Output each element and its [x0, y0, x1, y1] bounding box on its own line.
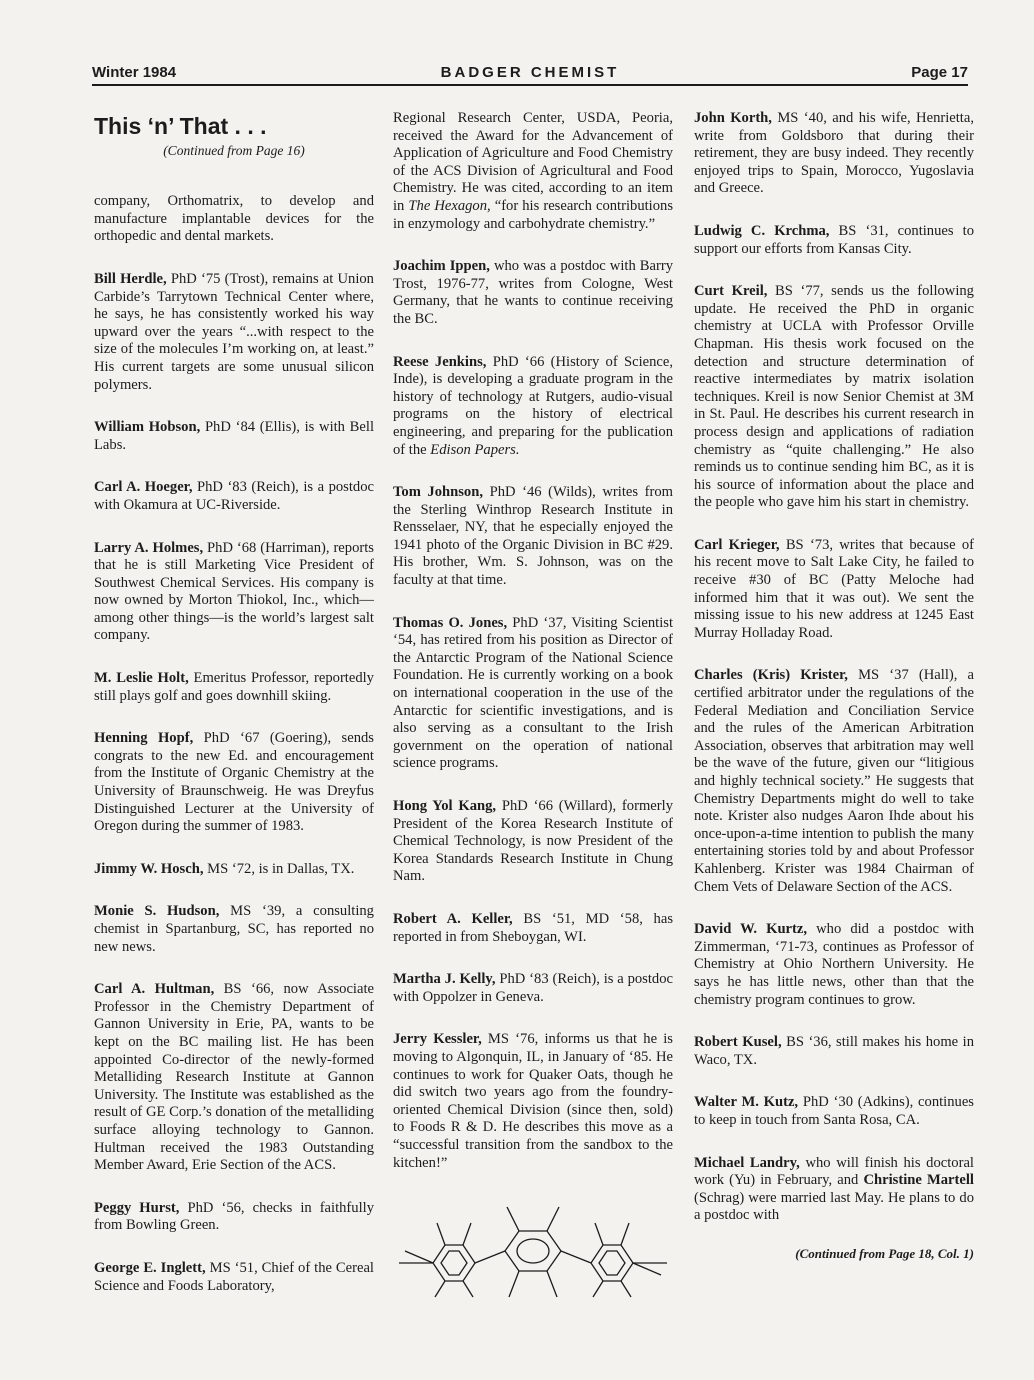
news-item: Martha J. Kelly, PhD ‘83 (Reich), is a postdoc with Oppolzer in Geneva. — [393, 971, 673, 1005]
news-item: Bill Herdle, PhD ‘75 (Trost), remains at Union Carbide’s Tarrytown Technical Center where, he says, he has consistently worked his way upward over the years “...with respect to the size of the molecules I’m working on, at least.” His current targets are some unusual silicon polymers. — [94, 270, 374, 393]
news-item: Reese Jenkins, PhD ‘66 (History of Science, Inde), is developing a graduate program in the history of technology at Rutgers, audio-visual programs on the history of electrical engineering, and preparing for the publication of the Edison Papers. — [393, 353, 673, 458]
header-rule — [92, 84, 968, 86]
benzene-ring-center — [505, 1231, 561, 1271]
news-item: Jimmy W. Hosch, MS ‘72, is in Dallas, TX. — [94, 860, 355, 877]
news-item: Robert A. Keller, BS ‘51, MD ‘58, has reported in from Sheboygan, WI. — [393, 910, 673, 945]
news-item: company, Orthomatrix, to develop and manufacture implantable devices for the orthopedic and dental markets. — [94, 193, 374, 245]
news-item: Joachim Ippen, who was a postdoc with Barry Trost, 1976-77, writes from Cologne, West Germany, that he wants to continue receiving the BC. — [393, 258, 673, 327]
section-title: This ‘n’ That . . . — [94, 113, 267, 139]
news-item: Walter M. Kutz, PhD ‘30 (Adkins), continues to keep in touch from Santa Rosa, CA. — [694, 1094, 974, 1128]
news-item: Robert Kusel, BS ‘36, still makes his home in Waco, TX. — [694, 1034, 974, 1068]
news-item: Carl A. Hoeger, PhD ‘83 (Reich), is a postdoc with Okamura at UC-Riverside. — [94, 479, 374, 513]
column-2 — [393, 110, 673, 1307]
page-number: Page 17 — [911, 64, 968, 81]
continued-note: (Continued from Page 18, Col. 1) — [795, 1245, 974, 1261]
news-item: Tom Johnson, PhD ‘46 (Wilds), writes from the Sterling Winthrop Research Institute in Rensselaer, NY, that he especially enjoyed the 1941 photo of the Organic Division in BC #29. His brother, Wm. S. Johnson, was on the faculty at that time. — [393, 484, 673, 589]
news-item: Ludwig C. Krchma, BS ‘31, continues to support our efforts from Kansas City. — [694, 222, 974, 257]
news-item: Henning Hopf, PhD ‘67 (Goering), sends congrats to the new Ed. and encouragement from the Institute of Organic Chemistry at the University of Braunschweig. He was Dreyfus Distinguished Lecturer at the University of Oregon during the summer of 1983. — [94, 730, 374, 835]
news-item: Regional Research Center, USDA, Peoria, received the Award for the Advancement of Application of Agriculture and Food Chemistry of the ACS Division of Agricultural and Food Chemistry. He was cited, according to an item in The Hexagon, “for his research contributions in enzymology and carbohydrate chemistry.” — [393, 110, 673, 232]
column-3 — [694, 110, 974, 1287]
issue-date: Winter 1984 — [92, 64, 177, 81]
news-item: John Korth, MS ‘40, and his wife, Henrietta, write from Goldsboro that during their retirement, they are busy indeed. They recently enjoyed trips to Spain, Morocco, Yugoslavia and Greece. — [694, 110, 974, 197]
column-1 — [94, 110, 374, 1320]
masthead: BADGER CHEMIST — [440, 64, 620, 81]
news-item: Larry A. Holmes, PhD ‘68 (Harriman), reports that he is still Marketing Vice President of Southwest Chemical Services. His company is now owned by Morton Thiokol, Inc., which—among other things—is the world’s largest salt company. — [94, 539, 374, 644]
news-item: David W. Kurtz, who did a postdoc with Zimmerman, ‘71-73, continues as Professor of Chemistry at Ohio Northern University. He says he has little news, other than that the chemistry program continues to grow. — [694, 921, 975, 1008]
news-item: William Hobson, PhD ‘84 (Ellis), is with Bell Labs. — [94, 419, 375, 453]
news-item: Peggy Hurst, PhD ‘56, checks in faithfully from Bowling Green. — [94, 1199, 374, 1234]
news-item: Thomas O. Jones, PhD ‘37, Visiting Scientist ‘54, has retired from his position as Director of the Antarctic Program of the National Science Foundation. He is currently working on a book on international cooperation in the use of the Antarctic for scientific investigations, and is also serving as a consultant to the Irish government on the operation of national science programs. — [393, 614, 673, 772]
news-item: Charles (Kris) Krister, MS ‘37 (Hall), a certified arbitrator under the regulations of the Federal Mediation and Conciliation Service and the rules of the American Arbitration Association, observes that arbitration may well be the wave of the future, given our “litigious and highly technical society.” He suggests that Chemistry Departments might do well to take note. Krister also nudges Aaron Ihde about his once-upon-a-time intention to publish the many entertaining stories told by and about Professor Kahlenberg. Krister was 1984 Chairman of Chem Vets of Delaware Section of the ACS. — [694, 667, 975, 895]
news-item: M. Leslie Holt, Emeritus Professor, reportedly still plays golf and goes downhill skiing. — [94, 670, 374, 704]
continued-from-note: (Continued from Page 16) — [163, 142, 305, 158]
news-item: Carl Krieger, BS ‘73, writes that because of his recent move to Salt Lake City, he failed to receive #30 of BC (Patty Meloche had informed him that it was out). We sent the missing issue to his new address at 1245 East Murray Holladay Road. — [694, 536, 974, 641]
molecule-illustration — [393, 1201, 673, 1301]
news-item: Curt Kreil, BS ‘77, sends us the following update. He received the PhD in organic chemistry at UCLA with Professor Orville Chapman. His thesis work focused on the detection and structure determination of reactive intermediates by matrix isolation techniques. Kreil is now Senior Chemist at 3M in St. Paul. He describes his current research in process design and applications of radiation chemistry as “quite challenging.” He also reminds us to continue sending him BC, as it is his source of information about the place and the people who gave him his start in chemistry. — [694, 283, 974, 511]
news-item: Michael Landry, who will finish his doctoral work (Yu) in February, and Christine Martell (Schrag) were married last May. He plans to do a postdoc with — [694, 1154, 974, 1224]
news-item: Jerry Kessler, MS ‘76, informs us that he is moving to Algonquin, IL, in January of ‘85. He continues to work for Quaker Oats, though he did switch two years ago from the foundry-oriented Chemical Division (since then, sold) to Foods R & D. He describes this move as a “successful transition from the sandbox to the kitchen!” — [393, 1031, 673, 1171]
news-item: Monie S. Hudson, MS ‘39, a consulting chemist in Spartanburg, SC, has reported no new news. — [94, 903, 374, 955]
news-item: Carl A. Hultman, BS ‘66, now Associate Professor in the Chemistry Department of Gannon University in Erie, PA, wants to be kept on the BC mailing list. He has been appointed Co-director of the newly-formed Metalliding Research Institute at Gannon University. The Institute was established as the result of GE Corp.’s donation of the metalliding surface alloying technology to Gannon. Hultman received the 1983 Outstanding Member Award, Erie Section of the ACS. — [94, 981, 374, 1174]
news-item: Hong Yol Kang, PhD ‘66 (Willard), formerly President of the Korea Research Institute of Chemical Technology, is now President of the Korea Standards Research Institute in Chung Nam. — [393, 798, 673, 885]
news-item: George E. Inglett, MS ‘51, Chief of the Cereal Science and Foods Laboratory, — [94, 1259, 374, 1294]
page-header — [92, 60, 968, 86]
